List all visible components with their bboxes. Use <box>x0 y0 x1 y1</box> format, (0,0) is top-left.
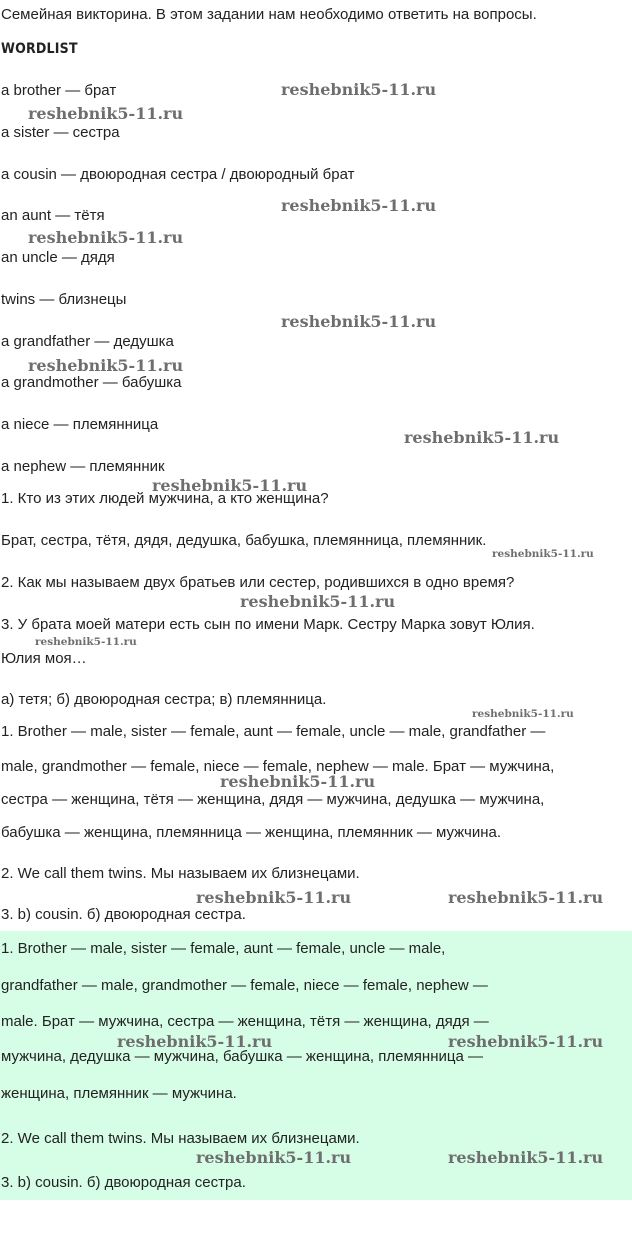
question-3-line2: Юлия моя… <box>1 650 87 667</box>
watermark: reshebnik5-11.ru <box>28 104 184 123</box>
wordlist-item: twins — близнецы <box>1 291 127 308</box>
wordlist-item: a nephew — племянник <box>1 458 165 475</box>
watermark: reshebnik5-11.ru <box>35 636 137 648</box>
wordlist-item: a sister — сестра <box>1 124 120 141</box>
watermark: reshebnik5-11.ru <box>472 708 574 720</box>
highlighted-answer-1-line: мужчина, дедушка — мужчина, бабушка — женщина, племянница — <box>1 1048 483 1065</box>
highlighted-answer-1-line: женщина, племянник — мужчина. <box>1 1085 237 1102</box>
highlighted-answer-3: 3. b) cousin. б) двоюродная сестра. <box>1 1174 246 1191</box>
highlighted-answer-1-line: grandfather — male, grandmother — female, niece — female, nephew — <box>1 977 488 994</box>
watermark: reshebnik5-11.ru <box>281 312 437 331</box>
watermark: reshebnik5-11.ru <box>281 80 437 99</box>
watermark: reshebnik5-11.ru <box>404 428 560 447</box>
highlighted-answer-1-line: 1. Brother — male, sister — female, aunt — female, uncle — male, <box>1 940 446 957</box>
highlighted-answer-2: 2. We call them twins. Мы называем их близнецами. <box>1 1130 360 1147</box>
question-1: 1. Кто из этих людей мужчина, а кто женщина? <box>1 490 329 507</box>
watermark: reshebnik5-11.ru <box>240 592 396 611</box>
question-1-list: Брат, сестра, тётя, дядя, дедушка, бабушка, племянница, племянник. <box>1 532 487 549</box>
watermark: reshebnik5-11.ru <box>196 888 352 907</box>
watermark: reshebnik5-11.ru <box>220 772 376 791</box>
answer-1-line: 1. Brother — male, sister — female, aunt — female, uncle — male, grandfather — <box>1 723 546 740</box>
wordlist-item: a brother — брат <box>1 82 117 99</box>
watermark: reshebnik5-11.ru <box>117 1032 273 1051</box>
wordlist-item: an uncle — дядя <box>1 249 115 266</box>
wordlist-item: a cousin — двоюродная сестра / двоюродный брат <box>1 166 355 183</box>
watermark: reshebnik5-11.ru <box>28 356 184 375</box>
answer-1-line: сестра — женщина, тётя — женщина, дядя — мужчина, дедушка — мужчина, <box>1 791 545 808</box>
watermark: reshebnik5-11.ru <box>281 196 437 215</box>
wordlist-item: a grandfather — дедушка <box>1 333 174 350</box>
wordlist-item: a niece — племянница <box>1 416 159 433</box>
highlighted-answer-1-line: male. Брат — мужчина, сестра — женщина, тётя — женщина, дядя — <box>1 1013 489 1030</box>
answer-1-line: male, grandmother — female, niece — female, nephew — male. Брат — мужчина, <box>1 758 555 775</box>
question-2: 2. Как мы называем двух братьев или сестер, родившихся в одно время? <box>1 574 515 591</box>
question-3-options: а) тетя; б) двоюродная сестра; в) племянница. <box>1 691 327 708</box>
watermark: reshebnik5-11.ru <box>448 888 604 907</box>
wordlist-item: a grandmother — бабушка <box>1 374 182 391</box>
answer-1-line: бабушка — женщина, племянница — женщина, племянник — мужчина. <box>1 824 502 841</box>
question-3-line1: 3. У брата моей матери есть сын по имени Марк. Сестру Марка зовут Юлия. <box>1 616 535 633</box>
wordlist-heading: WORDLIST <box>1 41 78 57</box>
watermark: reshebnik5-11.ru <box>28 228 184 247</box>
watermark: reshebnik5-11.ru <box>492 548 594 560</box>
watermark: reshebnik5-11.ru <box>196 1148 352 1167</box>
answer-3: 3. b) cousin. б) двоюродная сестра. <box>1 906 246 923</box>
answer-2: 2. We call them twins. Мы называем их близнецами. <box>1 865 360 882</box>
wordlist-item: an aunt — тётя <box>1 207 105 224</box>
watermark: reshebnik5-11.ru <box>448 1032 604 1051</box>
intro-text: Семейная викторина. В этом задании нам необходимо ответить на вопросы. <box>1 6 537 23</box>
watermark: reshebnik5-11.ru <box>152 476 308 495</box>
watermark: reshebnik5-11.ru <box>448 1148 604 1167</box>
